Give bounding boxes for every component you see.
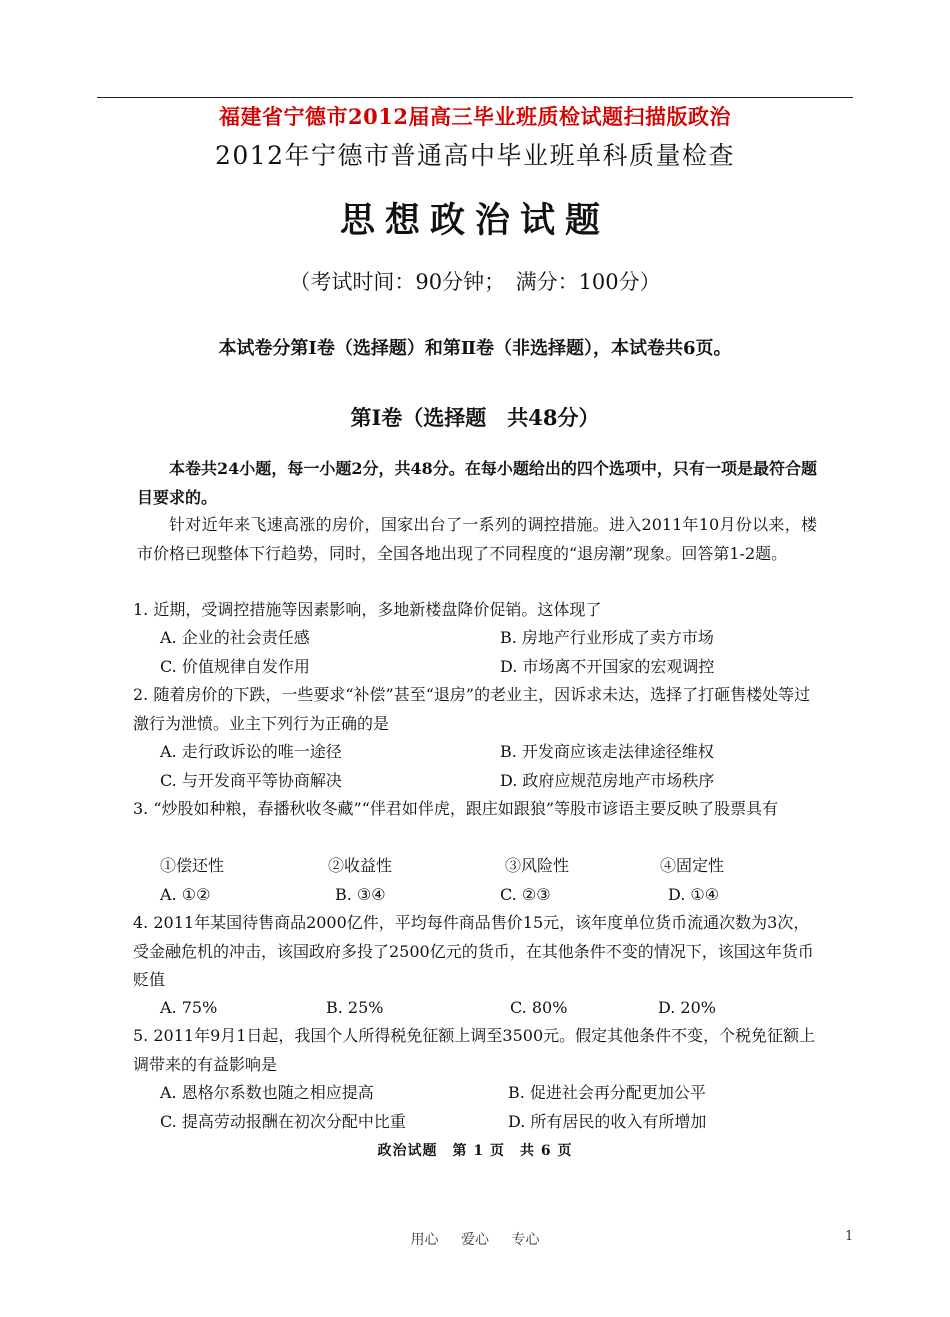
option-d: D. 市场离不开国家的宏观调控 xyxy=(500,656,715,676)
statement-3: ③风险性 xyxy=(505,856,570,875)
option-row xyxy=(160,738,820,767)
section-instructions: 本卷共24小题，每一小题2分，共48分。在每小题给出的四个选项中，只有一项是最符合题目要求的。 xyxy=(137,459,817,507)
option-c: C. 价值规律自发作用 xyxy=(160,656,310,676)
option-d: D. 20% xyxy=(658,998,716,1017)
question-material: 针对近年来飞速高涨的房价，国家出台了一系列的调控措施。进入2011年10月份以来，楼市价格已现整体下行趋势，同时，全国各地出现了不同程度的“退房潮”现象。回答第1-2题。 xyxy=(137,515,817,563)
option-b: B. 房地产行业形成了卖方市场 xyxy=(500,628,714,647)
statement-1: ①偿还性 xyxy=(160,856,225,875)
option-a: A. 恩格尔系数也随之相应提高 xyxy=(160,1083,374,1102)
page-footer-label: 政治试题 第 1 页 共 6 页 xyxy=(377,1143,573,1159)
option-d: D. 所有居民的收入有所增加 xyxy=(508,1111,707,1131)
option-row xyxy=(160,767,820,796)
statement-2: ②收益性 xyxy=(328,856,393,875)
option-d: D. 政府应规范房地产市场秩序 xyxy=(500,770,715,790)
statement-4: ④固定性 xyxy=(660,856,725,875)
question-4-options xyxy=(160,994,820,1023)
question-2-stem: 2. 随着房价的下跌，一些要求“补偿”甚至“退房”的老业主，因诉求未达，选择了打砸售楼处等过激行为泄愤。业主下列行为正确的是 xyxy=(133,685,811,733)
question-4-stem: 4. 2011年某国待售商品2000亿件，平均每件商品售价15元，该年度单位货币流通次数为3次，受金融危机的冲击，该国政府多投了2500亿元的货币，在其他条件不变的情况下，该国这年货币贬值 xyxy=(133,913,814,989)
section-title: 第Ⅰ卷（选择题 共48分） xyxy=(350,405,600,430)
option-b: B. 开发商应该走法律途径维权 xyxy=(500,742,714,761)
statement-row xyxy=(160,852,820,881)
option-row xyxy=(160,653,820,682)
option-a: A. 企业的社会责任感 xyxy=(160,628,310,647)
option-b: B. 25% xyxy=(326,998,384,1017)
option-d: D. ①④ xyxy=(668,884,720,904)
option-c: C. 与开发商平等协商解决 xyxy=(160,770,342,790)
question-1-options xyxy=(160,624,820,681)
exam-subtitle: 2012年宁德市普通高中毕业班单科质量检查 xyxy=(214,141,736,170)
option-b: B. 促进社会再分配更加公平 xyxy=(508,1083,706,1102)
document-red-title: 福建省宁德市2012届高三毕业班质检试题扫描版政治 xyxy=(219,104,731,129)
header-rule xyxy=(97,97,853,98)
option-b: B. ③④ xyxy=(335,884,386,904)
paper-structure-note: 本试卷分第Ⅰ卷（选择题）和第Ⅱ卷（非选择题），本试卷共6页。 xyxy=(218,338,732,359)
question-1-stem: 1. 近期，受调控措施等因素影响，多地新楼盘降价促销。这体现了 xyxy=(133,600,602,619)
option-c: C. ②③ xyxy=(500,884,551,904)
footer-motto: 用心 爱心 专心 xyxy=(410,1232,540,1248)
option-a: A. 75% xyxy=(160,998,218,1017)
option-row xyxy=(160,1108,820,1137)
option-row xyxy=(160,624,820,653)
exam-main-title: 思想政治试题 xyxy=(339,200,610,241)
option-c: C. 提高劳动报酬在初次分配中比重 xyxy=(160,1111,406,1131)
question-3-options xyxy=(160,852,820,909)
option-row xyxy=(160,881,820,910)
question-5-options xyxy=(160,1079,820,1136)
option-a: A. 走行政诉讼的唯一途径 xyxy=(160,742,342,761)
question-5-stem: 5. 2011年9月1日起，我国个人所得税免征额上调至3500元。假定其他条件不变，个税免征额上调带来的有益影响是 xyxy=(133,1026,816,1074)
question-2-options xyxy=(160,738,820,795)
exam-time-score-info: （考试时间：90分钟； 满分：100分） xyxy=(289,270,661,294)
question-3-stem: 3. “炒股如种粮，春播秋收冬藏”“伴君如伴虎，跟庄如跟狼”等股市谚语主要反映了股票具有 xyxy=(133,799,779,818)
page-number: 1 xyxy=(845,1229,854,1244)
option-row xyxy=(160,994,820,1023)
option-a: A. ①② xyxy=(160,884,211,904)
option-c: C. 80% xyxy=(510,998,568,1017)
option-row xyxy=(160,1079,820,1108)
